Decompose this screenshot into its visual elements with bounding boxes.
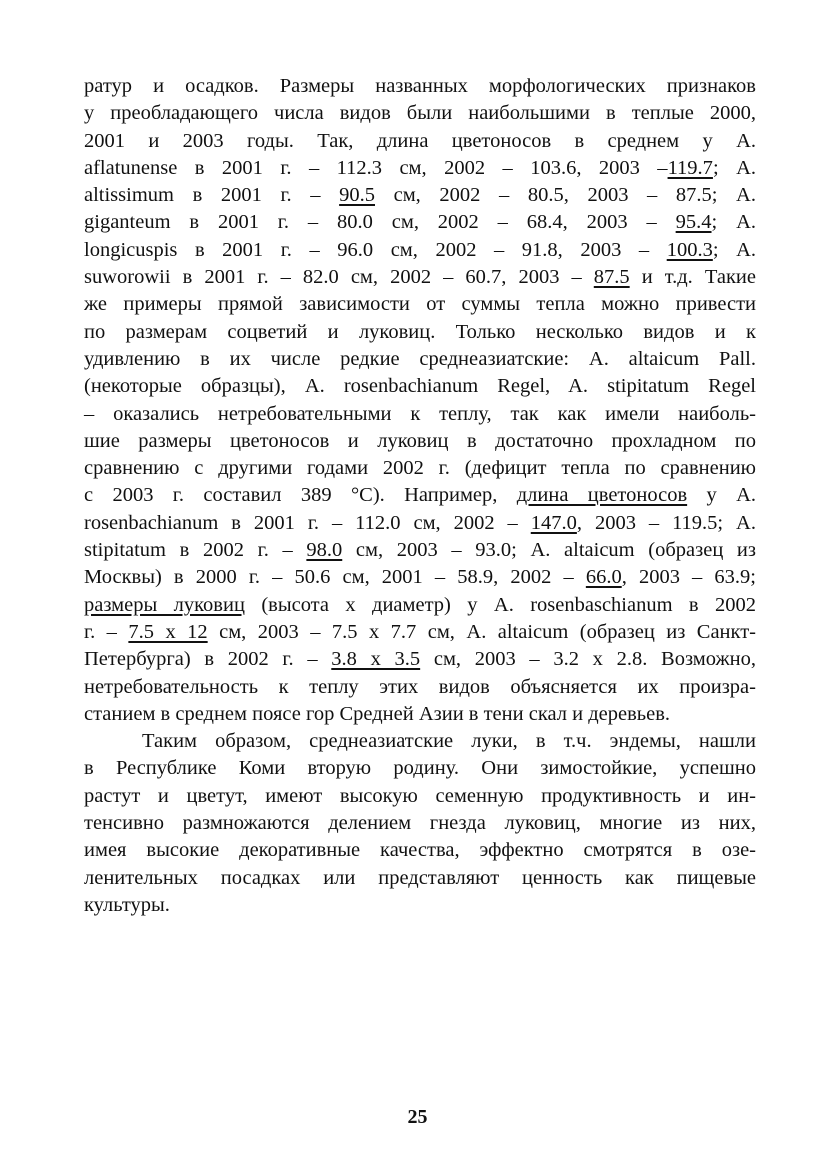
text-segment: longicuspis в 2001 г. – 96.0 см, 2002 – 91.8, 2003 – <box>84 238 667 261</box>
text-segment: же примеры прямой зависимости от суммы тепла можно привести <box>84 293 756 316</box>
text-line <box>84 428 756 455</box>
text-line <box>84 592 756 619</box>
text-line <box>84 209 756 236</box>
text-segment: Таким образом, среднеазиатские луки, в т.ч. эндемы, нашли <box>142 730 756 753</box>
body-text <box>84 73 756 919</box>
text-segment: ленительных посадках или представляют ценность как пищевые <box>84 866 756 889</box>
text-line <box>84 728 756 755</box>
text-segment: имея высокие декоративные качества, эффектно смотрятся в озе- <box>84 839 756 862</box>
text-line <box>84 892 756 919</box>
text-segment: giganteum в 2001 г. – 80.0 см, 2002 – 68.4, 2003 – <box>84 211 676 234</box>
text-line <box>84 73 756 100</box>
text-segment: удивлению в их числе редкие среднеазиатские: A. altaicum Pall. <box>84 347 756 370</box>
text-segment: в Республике Коми вторую родину. Они зимостойкие, успешно <box>84 757 756 780</box>
text-segment: Москвы) в 2000 г. – 50.6 см, 2001 – 58.9, 2002 – <box>84 566 586 589</box>
text-line <box>84 755 756 782</box>
text-line <box>84 346 756 373</box>
text-line <box>84 783 756 810</box>
text-line <box>84 319 756 346</box>
text-line <box>84 182 756 209</box>
text-line <box>84 264 756 291</box>
text-line <box>84 701 756 728</box>
text-line <box>84 837 756 864</box>
text-line <box>84 155 756 182</box>
text-line <box>84 100 756 127</box>
text-segment: ; А. <box>712 156 756 179</box>
underlined-text: 87.5 <box>593 266 630 289</box>
text-line <box>84 510 756 537</box>
text-line <box>84 373 756 400</box>
text-line <box>84 865 756 892</box>
text-segment: станием в среднем поясе гор Средней Азии в тени скал и деревьев. <box>84 702 671 725</box>
text-line <box>84 237 756 264</box>
text-segment: , 2003 – 63.9; <box>621 566 756 589</box>
text-line <box>84 401 756 428</box>
text-segment: (высота х диаметр) у A. rosenbaschianum в 2002 <box>244 593 756 616</box>
text-line <box>84 537 756 564</box>
text-segment: и т.д. Такие <box>629 266 756 289</box>
text-segment: растут и цветут, имеют высокую семенную продуктивность и ин- <box>84 784 756 807</box>
underlined-text: 90.5 <box>339 184 375 207</box>
underlined-text: 100.3 <box>666 238 713 261</box>
underlined-text: 147.0 <box>530 511 577 534</box>
text-segment: см, 2003 – 7.5 х 7.7 см, A. altaicum (образец из Санкт- <box>207 620 756 643</box>
text-line <box>84 482 756 509</box>
text-segment: – оказались нетребовательными к теплу, так как имели наиболь- <box>84 402 756 425</box>
text-segment: 2001 и 2003 годы. Так, длина цветоносов в среднем у А. <box>84 129 756 152</box>
text-segment: altissimum в 2001 г. – <box>84 184 340 207</box>
underlined-text: длина цветоносов <box>516 484 688 507</box>
underlined-text: 119.7 <box>667 156 713 179</box>
underlined-text: 7.5 х 12 <box>128 620 208 643</box>
paragraph-2 <box>84 728 756 919</box>
text-segment: stipitatum в 2002 г. – <box>84 539 307 562</box>
text-line <box>84 128 756 155</box>
text-segment: ; А. <box>712 238 757 261</box>
text-segment: ратур и осадков. Размеры названных морфологических признаков <box>84 75 756 97</box>
text-segment: ; А. <box>711 211 757 234</box>
text-line <box>84 291 756 318</box>
underlined-text: 66.0 <box>585 566 622 589</box>
text-line <box>84 674 756 701</box>
text-segment: у преобладающего числа видов были наибольшими в теплые 2000, <box>84 102 756 125</box>
text-segment: Петербурга) в 2002 г. – <box>84 648 332 671</box>
underlined-text: 3.8 х 3.5 <box>331 648 421 671</box>
page-number: 25 <box>407 1106 428 1128</box>
text-segment: см, 2003 – 3.2 х 2.8. Возможно, <box>420 648 756 671</box>
text-segment: сравнению с другими годами 2002 г. (дефицит тепла по сравнению <box>84 457 756 480</box>
underlined-text: 98.0 <box>306 539 343 562</box>
underlined-text: 95.4 <box>675 211 712 234</box>
text-segment: suworowii в 2001 г. – 82.0 см, 2002 – 60.7, 2003 – <box>84 266 594 289</box>
text-segment: г. – <box>84 620 129 643</box>
text-segment: культуры. <box>84 893 170 916</box>
text-segment: у A. <box>687 484 756 507</box>
text-segment: см, 2002 – 80.5, 2003 – 87.5; А. <box>375 184 756 207</box>
text-line <box>84 646 756 673</box>
text-segment: шие размеры цветоносов и луковиц в достаточно прохладном по <box>84 429 756 452</box>
text-segment: по размерам соцветий и луковиц. Только несколько видов и к <box>84 320 756 343</box>
underlined-text: размеры луковиц <box>84 593 245 616</box>
text-segment: тенсивно размножаются делением гнезда луковиц, многие из них, <box>84 812 756 835</box>
text-segment: см, 2003 – 93.0; A. altaicum (образец из <box>342 539 757 562</box>
text-line <box>84 619 756 646</box>
text-segment: нетребовательность к теплу этих видов объясняется их произра- <box>84 675 756 698</box>
text-segment: (некоторые образцы), A. rosenbachianum Regel, A. stipitatum Regel <box>84 375 756 398</box>
text-line <box>84 564 756 591</box>
text-segment: с 2003 г. составил 389 °С). Например, <box>84 484 517 507</box>
text-segment: aflatunense в 2001 г. – 112.3 см, 2002 – 103.6, 2003 – <box>84 156 668 179</box>
text-segment: rosenbachianum в 2001 г. – 112.0 см, 2002 – <box>84 511 531 534</box>
text-line <box>84 455 756 482</box>
text-segment: , 2003 – 119.5; A. <box>576 511 756 534</box>
text-line <box>84 810 756 837</box>
paragraph-1 <box>84 73 756 728</box>
